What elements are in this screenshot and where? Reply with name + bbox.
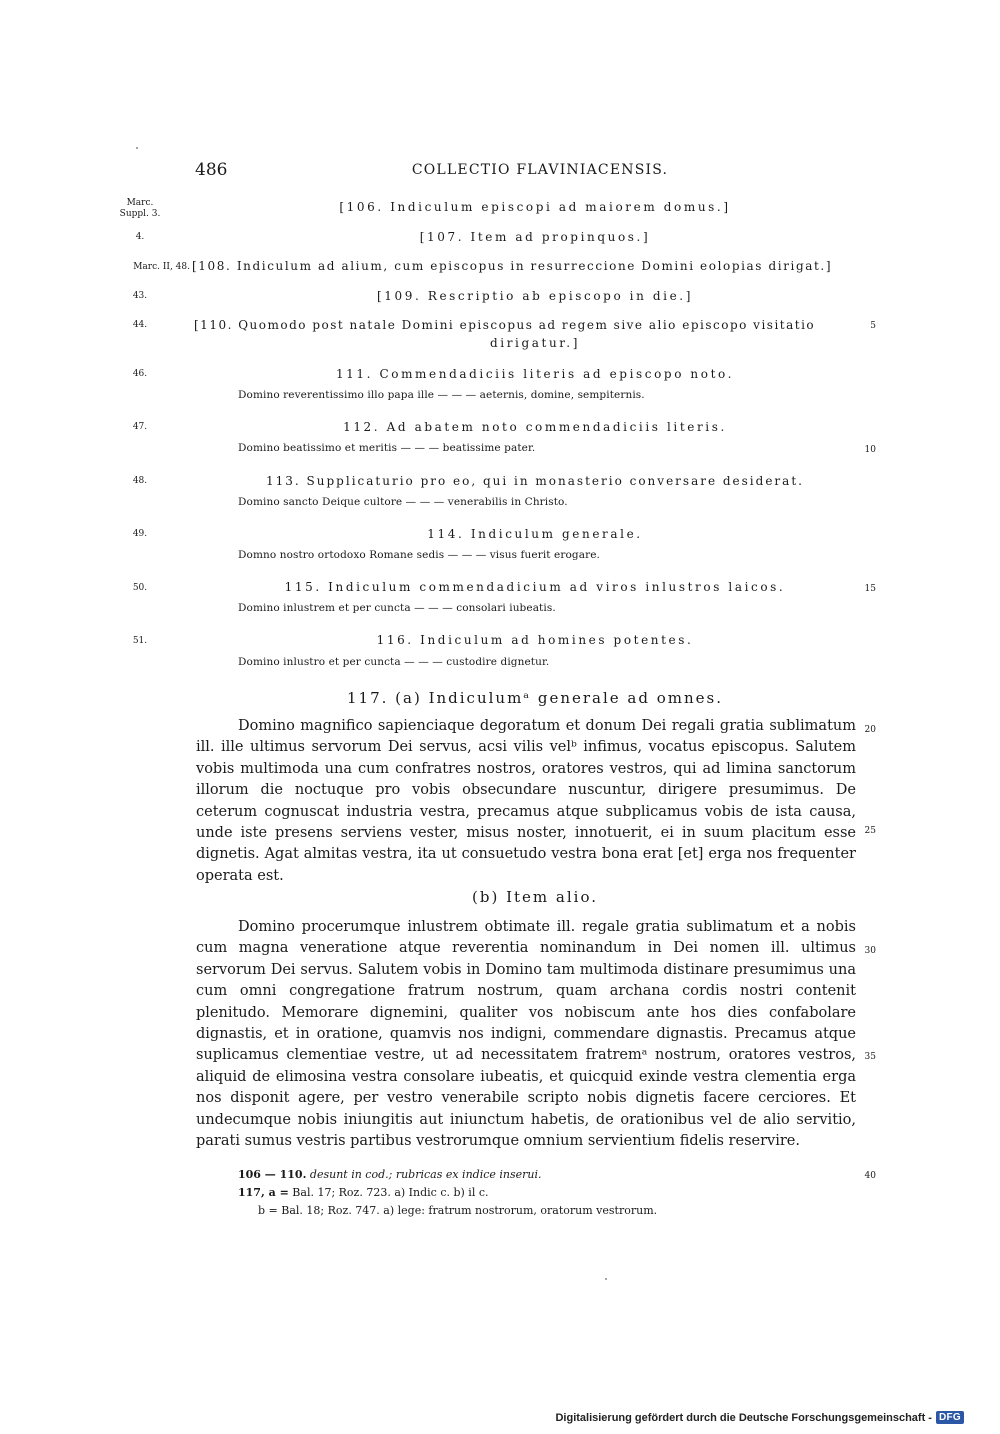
formula-line: Domno nostro ortodoxo Romane sedis — — — visus fuerit erogare. xyxy=(238,549,600,561)
digitization-credit xyxy=(555,1411,964,1424)
formula-line: Domino beatissimo et meritis — — — beatissime pater. xyxy=(238,442,536,454)
margin-reference: 44. xyxy=(132,320,148,330)
line-number: 25 xyxy=(864,826,876,836)
entry-heading: 114. Indiculum generale. xyxy=(427,527,643,541)
body-paragraph xyxy=(196,917,856,1152)
footnote xyxy=(238,1168,542,1181)
footnote xyxy=(238,1186,489,1199)
running-head: COLLECTIO FLAVINIACENSIS. xyxy=(411,162,669,178)
line-number: 35 xyxy=(864,1052,876,1062)
page-number: 486 xyxy=(195,160,228,180)
credit-text: Digitalisierung gefördert durch die Deutsche Forschungsgemeinschaft - xyxy=(555,1411,932,1424)
margin-reference: 47. xyxy=(132,422,148,432)
line-number: 20 xyxy=(864,725,876,735)
formula-line: Domino inlustrem et per cuncta — — — consolari iubeatis. xyxy=(238,602,556,614)
margin-reference: 43. xyxy=(132,291,148,301)
scan-speck xyxy=(136,147,138,149)
margin-reference: Marc. II, 48. xyxy=(133,262,190,272)
section-title: 117. (a) Indiculumᵃ generale ad omnes. xyxy=(346,689,723,707)
margin-reference: 50. xyxy=(132,583,148,593)
margin-reference: 46. xyxy=(132,369,148,379)
formula-line: Domino reverentissimo illo papa ille — — — aeternis, domine, sempiternis. xyxy=(238,389,645,401)
scan-speck xyxy=(605,1278,607,1280)
line-number: 15 xyxy=(864,584,876,594)
entry-heading-continued: dirigatur.] xyxy=(490,336,580,350)
entry-heading: 116. Indiculum ad homines potentes. xyxy=(376,633,694,647)
paragraph-text: Domino procerumque inlustrem obtimate ill. regale gratia sublimatum et a nobis cum magna veneratione atque reverentia nominandum in Dei nomen ill. ultimus servorum Dei servus. Salutem vobis in Domino tam multimoda distinare presumimus una cum omni congregatione fratrum nostrum, quam archana cordis nostri contenit plenitudo. Memorare dignemini, qualiter vos nobiscum ante hos dies confabolare dignastis, et in oratione, quamvis nos indigni, commendare dignastis. Precamus atque suplicamus clementiae vestre, ut ad necessitatem fratremᵃ nostrum, oratores vestros, aliquid de elimosina vestra consolare iubeatis, et quicquid exinde vestra clementia erga nos disponit agere, per vestro venerabile scripto nobis dignetis facere cerciores. Et undecumque nobis iniungitis aut iniunctum habetis, de orationibus vel de alio servitio, parati sumus vestris partibus vestrorumque omnium servientium fidelis reservire. xyxy=(196,919,856,1150)
footnote xyxy=(258,1204,657,1217)
entry-heading: 115. Indiculum commendadicium ad viros inlustros laicos. xyxy=(284,580,786,594)
entry-heading: [106. Indiculum episcopi ad maiorem domus.] xyxy=(339,200,731,214)
margin-reference: 48. xyxy=(132,476,148,486)
formula-line: Domino inlustro et per cuncta — — — custodire dignetur. xyxy=(238,656,550,668)
line-number: 5 xyxy=(870,321,876,331)
line-number: 30 xyxy=(864,946,876,956)
line-number: 10 xyxy=(864,445,876,455)
margin-reference: 49. xyxy=(132,529,148,539)
entry-heading: 113. Supplicaturio pro eo, qui in monasterio conversare desiderat. xyxy=(266,474,804,488)
entry-heading: [109. Rescriptio ab episcopo in die.] xyxy=(377,289,693,303)
footnote-ref: 117, a = xyxy=(238,1186,289,1199)
margin-reference: 4. xyxy=(135,232,145,242)
margin-reference: Marc. Suppl. 3. xyxy=(119,198,161,219)
entry-heading: [108. Indiculum ad alium, cum episcopus in resurreccione Domini eolopias dirigat.] xyxy=(192,259,833,273)
entry-heading: 112. Ad abatem noto commendadiciis literis. xyxy=(343,420,727,434)
margin-reference: 51. xyxy=(132,636,148,646)
body-paragraph xyxy=(196,716,856,887)
dfg-logo: DFG xyxy=(936,1411,964,1424)
footnote-ref: 106 — 110. xyxy=(238,1168,307,1181)
line-number: 40 xyxy=(864,1171,876,1181)
footnote-text: Bal. 18; Roz. 747. a) lege: fratrum nostrorum, oratorum vestrorum. xyxy=(281,1204,658,1217)
formula-line: Domino sancto Deique cultore — — — venerabilis in Christo. xyxy=(238,496,568,508)
footnote-ref: b = xyxy=(258,1204,278,1217)
footnote-text: desunt in cod.; rubricas ex indice inserui. xyxy=(309,1168,542,1181)
section-title: (b) Item alio. xyxy=(472,888,598,906)
entry-heading: 111. Commendadiciis literis ad episcopo noto. xyxy=(335,367,735,381)
paragraph-text: Domino magnifico sapienciaque degoratum et donum Dei regali gratia sublimatum ill. ille ultimus servorum Dei servus, acsi vilis velᵇ infimus, vocatus episcopus. Salutem vobis multimoda una cum confratres nostros, oratores vestros, qui ad limina sanctorum illorum die noctuque pro vobis obsecundare nuscuntur, dirigere presumimus. De ceterum cognuscat industria vestra, precamus atque subplicamus vobis de ista causa, unde iste presens serviens vester, misus noster, innotuerit, ei in suum placitum esse dignetis. Agat almitas vestra, ita ut consuetudo vestra bona erat [et] erga nos frequenter operata est. xyxy=(196,718,856,884)
entry-heading: [110. Quomodo post natale Domini episcopus ad regem sive alio episcopo visitatio xyxy=(194,318,816,332)
footnote-text: Bal. 17; Roz. 723. a) Indic c. b) il c. xyxy=(292,1186,489,1199)
entry-heading: [107. Item ad propinquos.] xyxy=(419,230,651,244)
